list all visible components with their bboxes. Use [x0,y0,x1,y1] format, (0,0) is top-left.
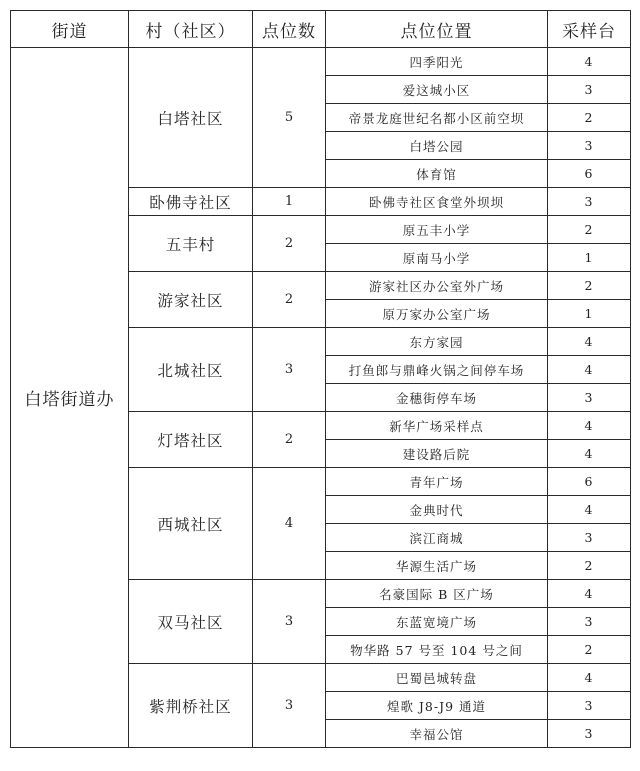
site-location: 巴蜀邑城转盘 [326,664,548,692]
sampling-station-count: 3 [548,524,631,552]
site-location: 打鱼郎与鼎峰火锅之间停车场 [326,356,548,384]
site-location: 金穗街停车场 [326,384,548,412]
sampling-sites-table [10,10,631,748]
point-count: 2 [253,216,326,272]
sampling-station-count: 3 [548,692,631,720]
sampling-station-count: 4 [548,664,631,692]
sampling-station-count: 1 [548,244,631,272]
sampling-station-count: 4 [548,412,631,440]
point-count: 2 [253,412,326,468]
site-location: 原万家办公室广场 [326,300,548,328]
sampling-station-count: 6 [548,468,631,496]
header-sampling-stations: 采样台 [548,11,631,48]
site-location: 新华广场采样点 [326,412,548,440]
sampling-station-count: 3 [548,76,631,104]
sampling-station-count: 3 [548,384,631,412]
point-count: 3 [253,328,326,412]
sampling-station-count: 3 [548,132,631,160]
street-name: 白塔街道办 [11,48,129,748]
sampling-station-count: 2 [548,216,631,244]
point-count: 1 [253,188,326,216]
table-row [11,48,631,76]
site-location: 物华路 57 号至 104 号之间 [326,636,548,664]
site-location: 东方家园 [326,328,548,356]
site-location: 华源生活广场 [326,552,548,580]
sampling-station-count: 3 [548,188,631,216]
site-location: 幸福公馆 [326,720,548,748]
site-location: 煌歌 J8-J9 通道 [326,692,548,720]
community-name: 双马社区 [129,580,253,664]
community-name: 北城社区 [129,328,253,412]
header-location: 点位位置 [326,11,548,48]
point-count: 5 [253,48,326,188]
site-location: 建设路后院 [326,440,548,468]
site-location: 名豪国际 B 区广场 [326,580,548,608]
sampling-station-count: 2 [548,552,631,580]
site-location: 滨江商城 [326,524,548,552]
sampling-station-count: 2 [548,636,631,664]
sampling-station-count: 1 [548,300,631,328]
header-street: 街道 [11,11,129,48]
point-count: 3 [253,664,326,748]
community-name: 西城社区 [129,468,253,580]
community-name: 白塔社区 [129,48,253,188]
community-name: 卧佛寺社区 [129,188,253,216]
table-body [11,48,631,748]
header-community: 村（社区） [129,11,253,48]
site-location: 原五丰小学 [326,216,548,244]
sampling-station-count: 3 [548,720,631,748]
site-location: 帝景龙庭世纪名都小区前空坝 [326,104,548,132]
community-name: 游家社区 [129,272,253,328]
sampling-station-count: 2 [548,272,631,300]
header-point-count: 点位数 [253,11,326,48]
sampling-station-count: 4 [548,356,631,384]
sampling-station-count: 4 [548,440,631,468]
point-count: 3 [253,580,326,664]
sampling-station-count: 4 [548,48,631,76]
site-location: 东蓝宽境广场 [326,608,548,636]
community-name: 五丰村 [129,216,253,272]
community-name: 紫荆桥社区 [129,664,253,748]
sampling-station-count: 4 [548,328,631,356]
site-location: 金典时代 [326,496,548,524]
sampling-station-count: 4 [548,496,631,524]
site-location: 青年广场 [326,468,548,496]
point-count: 2 [253,272,326,328]
site-location: 游家社区办公室外广场 [326,272,548,300]
site-location: 爱这城小区 [326,76,548,104]
site-location: 白塔公园 [326,132,548,160]
site-location: 四季阳光 [326,48,548,76]
sampling-station-count: 6 [548,160,631,188]
sampling-station-count: 4 [548,580,631,608]
site-location: 原南马小学 [326,244,548,272]
header-row [11,11,631,48]
community-name: 灯塔社区 [129,412,253,468]
sampling-station-count: 2 [548,104,631,132]
point-count: 4 [253,468,326,580]
site-location: 体育馆 [326,160,548,188]
sampling-station-count: 3 [548,608,631,636]
site-location: 卧佛寺社区食堂外坝坝 [326,188,548,216]
